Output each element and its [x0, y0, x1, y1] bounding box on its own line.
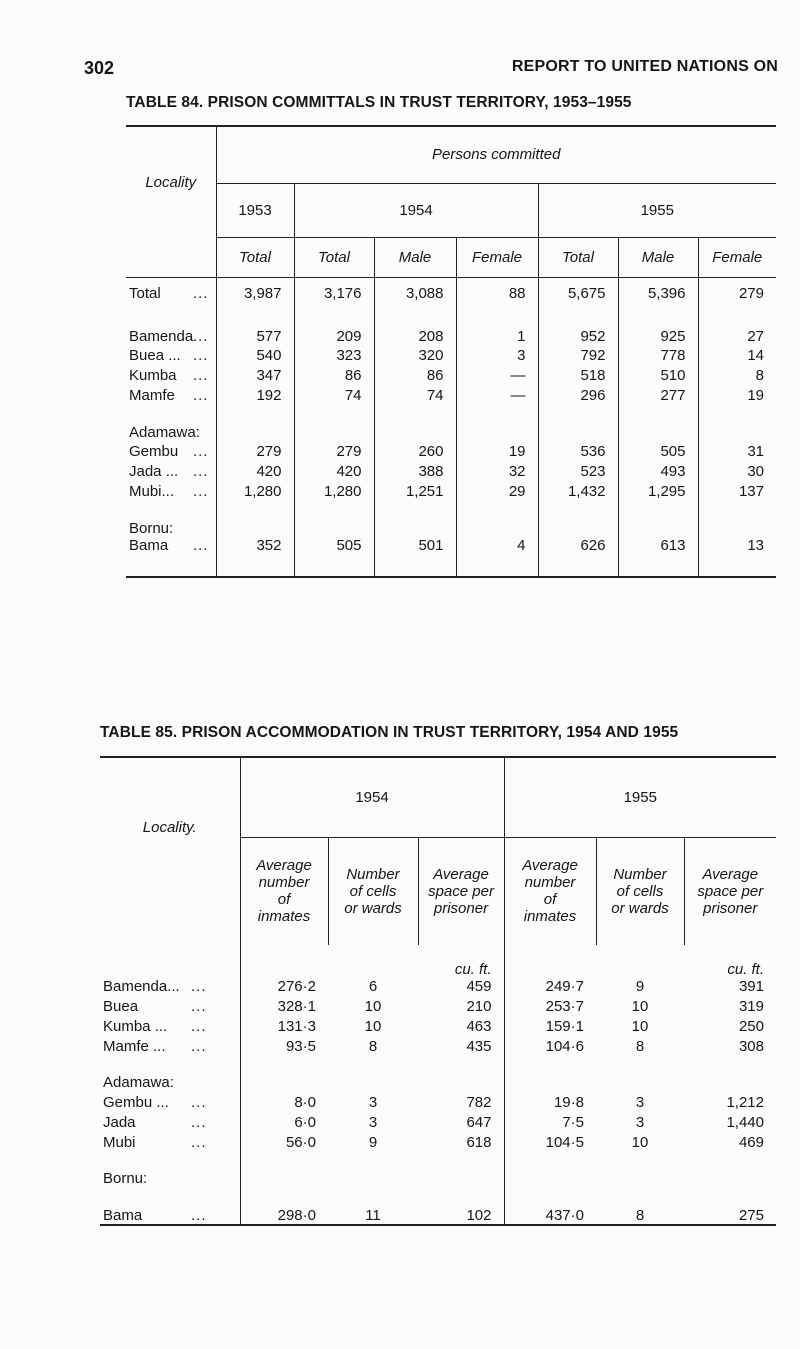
- t85-row-label: [100, 945, 240, 995]
- t85-value-text: 8: [635, 1207, 645, 1224]
- t85-value-text: 11: [365, 1207, 381, 1224]
- leader-dots: ...: [191, 1094, 207, 1111]
- t84-value-cell: 420: [216, 461, 294, 481]
- t85-value-text: 3: [635, 1094, 645, 1111]
- t85-value-cell: [684, 1187, 776, 1225]
- t84-value-cell: 86: [294, 365, 374, 385]
- row-label-text: Bamenda: [129, 328, 194, 345]
- t84-value-cell: 320: [374, 345, 456, 365]
- t85-value-cell: [504, 1091, 596, 1111]
- t84-value-cell: 925: [618, 309, 698, 345]
- t85-value-text: 8: [635, 1038, 645, 1055]
- t84-value-cell: 1,280: [216, 481, 294, 501]
- t84-value-cell: 505: [294, 537, 374, 577]
- t85-value-text: 10: [631, 1018, 649, 1035]
- t84-value-cell: 536: [538, 441, 618, 461]
- t84-row-label: [126, 441, 216, 461]
- t85-col-header-line: Average: [702, 865, 759, 883]
- t84-year-1953: 1953: [216, 183, 294, 237]
- t84-value-cell: 1,280: [294, 481, 374, 501]
- t85-value-cell: [596, 945, 684, 995]
- t84-value-cell: 74: [294, 385, 374, 405]
- t84-year-1955: 1955: [538, 183, 776, 237]
- t84-empty-cell: [216, 501, 294, 537]
- t85-col-header: [684, 837, 776, 945]
- t84-value-cell: 523: [538, 461, 618, 481]
- t84-value-cell: 19: [456, 441, 538, 461]
- t85-year-1954: 1954: [240, 757, 504, 837]
- t85-value-cell: [504, 1035, 596, 1055]
- t84-value-cell: —: [456, 365, 538, 385]
- t85-value-cell: [684, 995, 776, 1015]
- t84-year-1954: 1954: [294, 183, 538, 237]
- t85-col-header-line: inmates: [257, 908, 311, 926]
- t85-col-header-line: inmates: [523, 908, 577, 926]
- t84-col-header: Male: [374, 237, 456, 277]
- t85-col-header: [240, 837, 328, 945]
- t85-value-cell: [596, 1187, 684, 1225]
- leader-dots: ...: [191, 1207, 207, 1224]
- t84-value-cell: 3,987: [216, 277, 294, 309]
- t84-empty-cell: [538, 501, 618, 537]
- t84-value-cell: 14: [698, 345, 776, 365]
- t84-value-cell: 518: [538, 365, 618, 385]
- t85-value-text: 6·0: [294, 1114, 316, 1131]
- t85-value-cell: [418, 995, 504, 1015]
- row-label-text: Kumba ...: [103, 1018, 168, 1035]
- t84-row-label: [126, 385, 216, 405]
- t85-empty-cell: [418, 1151, 504, 1187]
- t84-empty-cell: [456, 501, 538, 537]
- t85-value-cell: [504, 1015, 596, 1035]
- t84-col-header: Total: [294, 237, 374, 277]
- t85-value-cell: [240, 1111, 328, 1131]
- t85-col-header: [504, 837, 596, 945]
- t85-col-header: [596, 837, 684, 945]
- t85-value-cell: [328, 1131, 418, 1151]
- leader-dots: ...: [193, 284, 209, 302]
- leader-dots: ...: [191, 1114, 207, 1131]
- row-label-text: Mubi: [103, 1134, 136, 1151]
- t84-value-cell: 5,675: [538, 277, 618, 309]
- t85-unit-label: cu. ft.: [727, 961, 764, 978]
- t85-value-cell: [418, 945, 504, 995]
- t85-empty-cell: [684, 1151, 776, 1187]
- t84-group-label: Adamawa:: [129, 424, 200, 441]
- t85-value-cell: [240, 1187, 328, 1225]
- t85-group-label: Bornu:: [103, 1170, 148, 1187]
- leader-dots: ...: [191, 1134, 207, 1151]
- t84-value-cell: 192: [216, 385, 294, 405]
- t84-value-cell: 86: [374, 365, 456, 385]
- leader-dots: ...: [193, 366, 209, 384]
- t84-value-cell: 1,251: [374, 481, 456, 501]
- t85-value-cell: [596, 1035, 684, 1055]
- t85-col-header-line: Average: [433, 865, 489, 883]
- t84-value-cell: 792: [538, 345, 618, 365]
- t84-empty-cell: [618, 405, 698, 441]
- t85-value-text: 328·1: [277, 998, 316, 1015]
- leader-dots: ...: [191, 998, 207, 1015]
- t85-value-cell: [684, 1015, 776, 1035]
- t85-value-cell: [418, 1187, 504, 1225]
- t85-value-text: 391: [738, 978, 764, 995]
- leader-dots: ...: [191, 1018, 207, 1035]
- t85-value-cell: [596, 1091, 684, 1111]
- t84-value-cell: 279: [698, 277, 776, 309]
- t84-value-cell: 74: [374, 385, 456, 405]
- t84-col-header: Total: [216, 237, 294, 277]
- t84-col-header: Total: [538, 237, 618, 277]
- t85-value-cell: [418, 1131, 504, 1151]
- t84-value-cell: 279: [294, 441, 374, 461]
- t85-value-text: 19·8: [553, 1094, 584, 1111]
- t84-value-cell: 296: [538, 385, 618, 405]
- t85-value-text: 9: [368, 1134, 378, 1151]
- t84-value-cell: 88: [456, 277, 538, 309]
- t85-value-text: 8·0: [294, 1094, 316, 1111]
- t85-col-header: [328, 837, 418, 945]
- t84-value-cell: 347: [216, 365, 294, 385]
- t85-value-text: 104·6: [545, 1038, 584, 1055]
- leader-dots: ...: [193, 386, 209, 404]
- t84-value-cell: 3,088: [374, 277, 456, 309]
- t85-col-header-line: space per: [428, 882, 494, 900]
- table-85: [100, 756, 776, 1226]
- t85-col-header-line: of cells: [349, 882, 397, 900]
- t84-row-label: [126, 345, 216, 365]
- t85-value-cell: [240, 945, 328, 995]
- t85-value-cell: [504, 1111, 596, 1131]
- t84-value-cell: 510: [618, 365, 698, 385]
- t85-col-header-line: of: [277, 891, 291, 909]
- t85-value-text: 131·3: [277, 1018, 316, 1035]
- t85-value-cell: [240, 995, 328, 1015]
- t85-value-cell: [504, 1187, 596, 1225]
- t84-value-cell: 137: [698, 481, 776, 501]
- t84-value-cell: 277: [618, 385, 698, 405]
- t85-value-text: 459: [466, 978, 492, 995]
- t84-empty-cell: [618, 501, 698, 537]
- t84-locality-header: Locality: [126, 126, 216, 237]
- t84-value-cell: 5,396: [618, 277, 698, 309]
- t85-value-text: 10: [364, 1018, 382, 1035]
- leader-dots: ...: [193, 346, 209, 364]
- t85-empty-cell: [240, 1151, 328, 1187]
- t85-value-cell: [684, 945, 776, 995]
- t85-value-cell: [328, 995, 418, 1015]
- row-label-text: Mamfe: [129, 386, 175, 404]
- t85-row-label: [100, 1187, 240, 1225]
- leader-dots: ...: [193, 462, 209, 480]
- row-label-text: Bamenda...: [103, 978, 180, 995]
- t85-empty-cell: [596, 1151, 684, 1187]
- t84-empty-cell: [538, 405, 618, 441]
- t84-value-cell: 505: [618, 441, 698, 461]
- t84-value-cell: 29: [456, 481, 538, 501]
- t85-value-text: 3: [635, 1114, 645, 1131]
- t85-col-header-line: Number: [346, 865, 400, 883]
- t84-value-cell: 3,176: [294, 277, 374, 309]
- t85-empty-cell: [418, 1055, 504, 1091]
- leader-dots: ...: [193, 482, 209, 500]
- t85-value-text: 6: [368, 978, 378, 995]
- t85-value-cell: [418, 1015, 504, 1035]
- t85-col-header-line: number: [258, 874, 310, 892]
- t85-empty-cell: [596, 1055, 684, 1091]
- t85-value-text: 7·5: [562, 1114, 584, 1131]
- t84-row-label: [126, 365, 216, 385]
- t84-empty-cell: [698, 405, 776, 441]
- running-head: REPORT TO UNITED NATIONS ON: [511, 58, 778, 75]
- t84-value-cell: 501: [374, 537, 456, 577]
- t85-value-text: 56·0: [285, 1134, 316, 1151]
- t85-value-cell: [504, 995, 596, 1015]
- t85-row-label: [100, 1111, 240, 1131]
- t84-col-header: Female: [698, 237, 776, 277]
- t84-empty-cell: [698, 501, 776, 537]
- t85-value-cell: [684, 1131, 776, 1151]
- t85-value-text: 253·7: [545, 998, 584, 1015]
- t84-value-cell: 27: [698, 309, 776, 345]
- row-label-text: Gembu ...: [103, 1094, 169, 1111]
- row-label-text: Gembu: [129, 442, 179, 460]
- t84-value-cell: 32: [456, 461, 538, 481]
- t85-value-text: 3: [368, 1094, 378, 1111]
- t85-empty-cell: [328, 1151, 418, 1187]
- row-label-text: Jada: [103, 1114, 136, 1131]
- t84-value-cell: 493: [618, 461, 698, 481]
- t85-value-cell: [596, 995, 684, 1015]
- t85-value-cell: [684, 1091, 776, 1111]
- t84-value-cell: 613: [618, 537, 698, 577]
- t85-col-header-line: Average: [256, 857, 312, 875]
- t85-value-cell: [328, 1035, 418, 1055]
- t84-empty-cell: [456, 405, 538, 441]
- t84-row-label: [126, 481, 216, 501]
- row-label-text: Buea ...: [129, 346, 181, 364]
- t85-value-text: 437·0: [545, 1207, 584, 1224]
- leader-dots: ...: [193, 537, 209, 554]
- t85-value-cell: [328, 945, 418, 995]
- t84-group-label: Bornu:: [129, 520, 174, 537]
- t85-value-text: 10: [364, 998, 382, 1015]
- t84-value-cell: 13: [698, 537, 776, 577]
- t84-value-cell: 260: [374, 441, 456, 461]
- t85-locality-header: Locality.: [100, 757, 240, 945]
- t85-value-cell: [504, 1131, 596, 1151]
- t84-value-cell: 30: [698, 461, 776, 481]
- leader-dots: ...: [191, 1038, 207, 1055]
- t85-empty-cell: [240, 1055, 328, 1091]
- t85-value-cell: [684, 1111, 776, 1131]
- t85-value-cell: [240, 1091, 328, 1111]
- row-label-text: Mamfe ...: [103, 1038, 166, 1055]
- t85-value-cell: [596, 1015, 684, 1035]
- t84-value-cell: 540: [216, 345, 294, 365]
- t85-value-text: 104·5: [545, 1134, 584, 1151]
- t85-empty-cell: [328, 1055, 418, 1091]
- t84-value-cell: 19: [698, 385, 776, 405]
- t84-value-cell: 577: [216, 309, 294, 345]
- t85-value-cell: [328, 1015, 418, 1035]
- t85-value-text: 463: [466, 1018, 492, 1035]
- t84-value-cell: 352: [216, 537, 294, 577]
- t85-value-text: 1,440: [726, 1114, 764, 1131]
- t84-value-cell: 209: [294, 309, 374, 345]
- t85-value-text: 1,212: [726, 1094, 764, 1111]
- t85-value-text: 10: [631, 1134, 649, 1151]
- t84-value-cell: 323: [294, 345, 374, 365]
- t85-year-1955: 1955: [504, 757, 776, 837]
- t84-value-cell: 279: [216, 441, 294, 461]
- table-85-caption: TABLE 85. PRISON ACCOMMODATION IN TRUST TERRITORY, 1954 AND 1955: [100, 724, 679, 741]
- t84-value-cell: 3: [456, 345, 538, 365]
- t84-col-header: Male: [618, 237, 698, 277]
- t85-value-cell: [328, 1091, 418, 1111]
- t85-value-text: 3: [368, 1114, 378, 1131]
- t84-empty-cell: [216, 405, 294, 441]
- t85-value-text: 308: [738, 1038, 764, 1055]
- t85-value-cell: [240, 1131, 328, 1151]
- t85-value-text: 102: [466, 1207, 492, 1224]
- t85-col-header-line: of cells: [616, 882, 664, 900]
- t84-value-cell: 626: [538, 537, 618, 577]
- t84-row-label: [126, 461, 216, 481]
- t84-row-label: [126, 537, 216, 577]
- t85-col-header-line: or wards: [344, 899, 402, 917]
- t84-empty-cell: [294, 405, 374, 441]
- page-number: 302: [84, 58, 115, 78]
- t85-row-label: [100, 1015, 240, 1035]
- t85-value-text: 249·7: [545, 978, 584, 995]
- t85-value-text: 250: [738, 1018, 764, 1035]
- t85-col-header: [418, 837, 504, 945]
- t84-value-cell: 208: [374, 309, 456, 345]
- t84-empty-cell: [374, 501, 456, 537]
- t84-value-cell: 952: [538, 309, 618, 345]
- t85-value-text: 275: [738, 1207, 764, 1224]
- row-label-text: Jada ...: [129, 462, 179, 480]
- t85-value-text: 319: [738, 998, 764, 1015]
- t85-col-header-line: space per: [697, 882, 764, 900]
- t85-value-text: 618: [466, 1134, 492, 1151]
- t84-value-cell: 8: [698, 365, 776, 385]
- t85-col-header-line: Average: [522, 857, 578, 875]
- table-84: [126, 125, 776, 578]
- t85-value-cell: [596, 1111, 684, 1131]
- row-label-text: Kumba: [129, 366, 177, 384]
- t85-col-header-line: prisoner: [433, 899, 489, 917]
- t85-row-label: [100, 1035, 240, 1055]
- t85-col-header-line: Number: [613, 865, 667, 883]
- t85-col-header-line: of: [543, 891, 557, 909]
- t84-row-label: [126, 277, 216, 309]
- t85-value-cell: [596, 1131, 684, 1151]
- t85-value-cell: [328, 1111, 418, 1131]
- t84-value-cell: 1: [456, 309, 538, 345]
- t85-value-text: 10: [631, 998, 649, 1015]
- t85-value-text: 159·1: [545, 1018, 584, 1035]
- t85-value-text: 93·5: [285, 1038, 316, 1055]
- row-label-text: Total: [129, 284, 161, 302]
- t85-row-label: [100, 1131, 240, 1151]
- t85-value-cell: [418, 1091, 504, 1111]
- t84-value-cell: 388: [374, 461, 456, 481]
- t85-value-cell: [328, 1187, 418, 1225]
- t84-value-cell: 4: [456, 537, 538, 577]
- t85-value-cell: [418, 1035, 504, 1055]
- t85-value-text: 435: [466, 1038, 492, 1055]
- row-label-text: Mubi...: [129, 482, 175, 500]
- t85-value-cell: [240, 1035, 328, 1055]
- t84-value-cell: 1,432: [538, 481, 618, 501]
- t85-value-cell: [504, 945, 596, 995]
- t85-row-label: [100, 1091, 240, 1111]
- t85-col-header-line: number: [524, 874, 576, 892]
- t85-value-text: 9: [635, 978, 645, 995]
- t84-empty-cell: [294, 501, 374, 537]
- t85-empty-cell: [504, 1055, 596, 1091]
- t84-col-header: Female: [456, 237, 538, 277]
- t85-empty-cell: [684, 1055, 776, 1091]
- t85-row-label: [100, 995, 240, 1015]
- t85-col-header-line: or wards: [611, 899, 669, 917]
- t84-value-cell: 31: [698, 441, 776, 461]
- leader-dots: ...: [191, 978, 207, 995]
- leader-dots: ...: [193, 442, 209, 460]
- t84-value-cell: 420: [294, 461, 374, 481]
- row-label-text: Bama: [129, 537, 169, 554]
- t84-value-cell: 778: [618, 345, 698, 365]
- t85-value-text: 647: [466, 1114, 492, 1131]
- leader-dots: ...: [193, 328, 209, 345]
- t85-col-header-line: prisoner: [703, 899, 758, 917]
- t84-value-cell: —: [456, 385, 538, 405]
- row-label-text: Bama: [103, 1207, 143, 1224]
- row-label-text: Buea: [103, 998, 139, 1015]
- t85-value-text: 469: [738, 1134, 764, 1151]
- t85-value-cell: [684, 1035, 776, 1055]
- t85-value-cell: [240, 1015, 328, 1035]
- t84-row-label: [126, 309, 216, 345]
- t85-value-text: 8: [368, 1038, 378, 1055]
- t85-value-text: 276·2: [277, 978, 316, 995]
- t85-value-text: 782: [466, 1094, 492, 1111]
- t85-value-cell: [418, 1111, 504, 1131]
- t85-value-text: 210: [466, 998, 492, 1015]
- t85-value-text: 298·0: [277, 1207, 316, 1224]
- t84-persons-header: Persons committed: [216, 126, 776, 183]
- t84-empty-cell: [374, 405, 456, 441]
- table-84-caption: TABLE 84. PRISON COMMITTALS IN TRUST TERRITORY, 1953–1955: [126, 94, 632, 111]
- t85-group-label: Adamawa:: [103, 1074, 174, 1091]
- t84-value-cell: 1,295: [618, 481, 698, 501]
- t85-unit-label: cu. ft.: [454, 961, 492, 978]
- t85-empty-cell: [504, 1151, 596, 1187]
